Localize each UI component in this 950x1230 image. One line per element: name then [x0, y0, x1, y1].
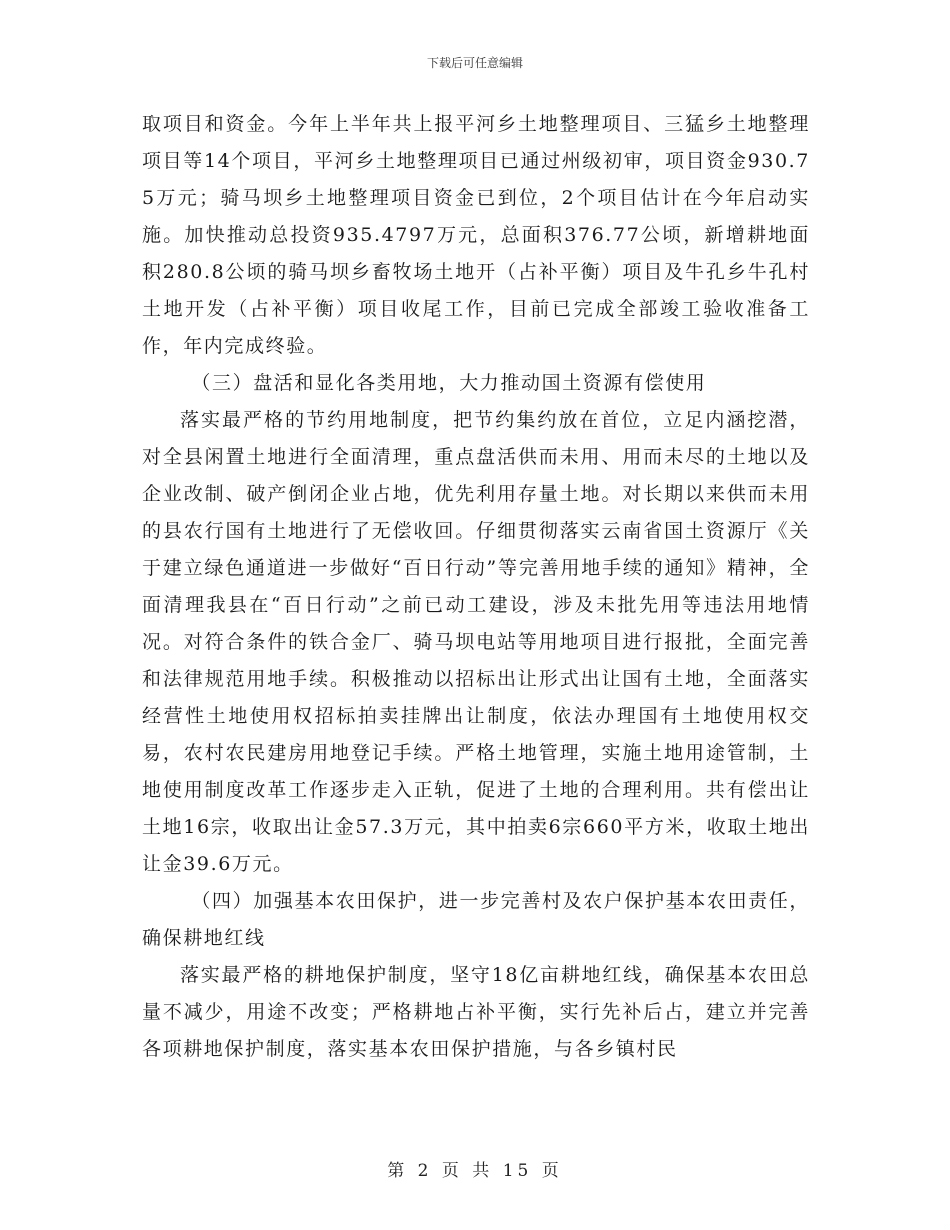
section-heading-3: （三）盘活和显化各类用地，大力推动国土资源有偿使用 — [191, 372, 707, 394]
section-heading-4: （四）加强基本农田保护，进一步完善村及农户保护基本农田责任，确保耕地红线 — [142, 890, 810, 949]
document-body — [142, 106, 810, 1068]
paragraph-farmland-protection: 落实最严格的耕地保护制度，坚守18亿亩耕地红线，确保基本农田总量不减少，用途不改变；严格耕地占补平衡，实行先补后占，建立并完善各项耕地保护制度，落实基本农田保护措施，与各乡镇村民 — [142, 964, 810, 1060]
page-header: 下载后可任意编辑 — [426, 56, 523, 70]
paragraph-land-saving: 落实最严格的节约用地制度，把节约集约放在首位，立足内涵挖潜，对全县闲置土地进行全面清理，重点盘活供而未用、用而未尽的土地以及企业改制、破产倒闭企业占地，优先利用存量土地。对长期以来供而未用的县农行国有土地进行了无偿收回。仔细贯彻落实云南省国土资源厅《关于建立绿色通道进一步做好“百日行动”等完善用地手续的通知》精神，全面清理我县在“百日行动”之前已动工建设，涉及未批先用等违法用地情况。对符合条件的铁合金厂、骑马坝电站等用地项目进行报批，全面完善和法律规范用地手续。积极推动以招标出让形式出让国有土地，全面落实经营性土地使用权招标拍卖挂牌出让制度，依法办理国有土地使用权交易，农村农民建房用地登记手续。严格土地管理，实施土地用途管制，土地使用制度改革工作逐步走入正轨，促进了土地的合理利用。共有偿出让土地16宗，收取出让金57.3万元，其中拍卖6宗660平方米，收取土地出让金39.6万元。 — [142, 409, 810, 875]
paragraph-project-funds: 取项目和资金。今年上半年共上报平河乡土地整理项目、三猛乡土地整理项目等14个项目，平河乡土地整理项目已通过州级初审，项目资金930.75万元；骑马坝乡土地整理项目资金已到位，2个项目估计在今年启动实施。加快推动总投资935.4797万元，总面积376.77公顷，新增耕地面积280.8公顷的骑马坝乡畜牧场土地开（占补平衡）项目及牛孔乡牛孔村土地开发（占补平衡）项目收尾工作，目前已完成全部竣工验收准备工作，年内完成终验。 — [142, 113, 810, 357]
page-number-footer: 第 2 页 共 15 页 — [387, 1161, 563, 1181]
